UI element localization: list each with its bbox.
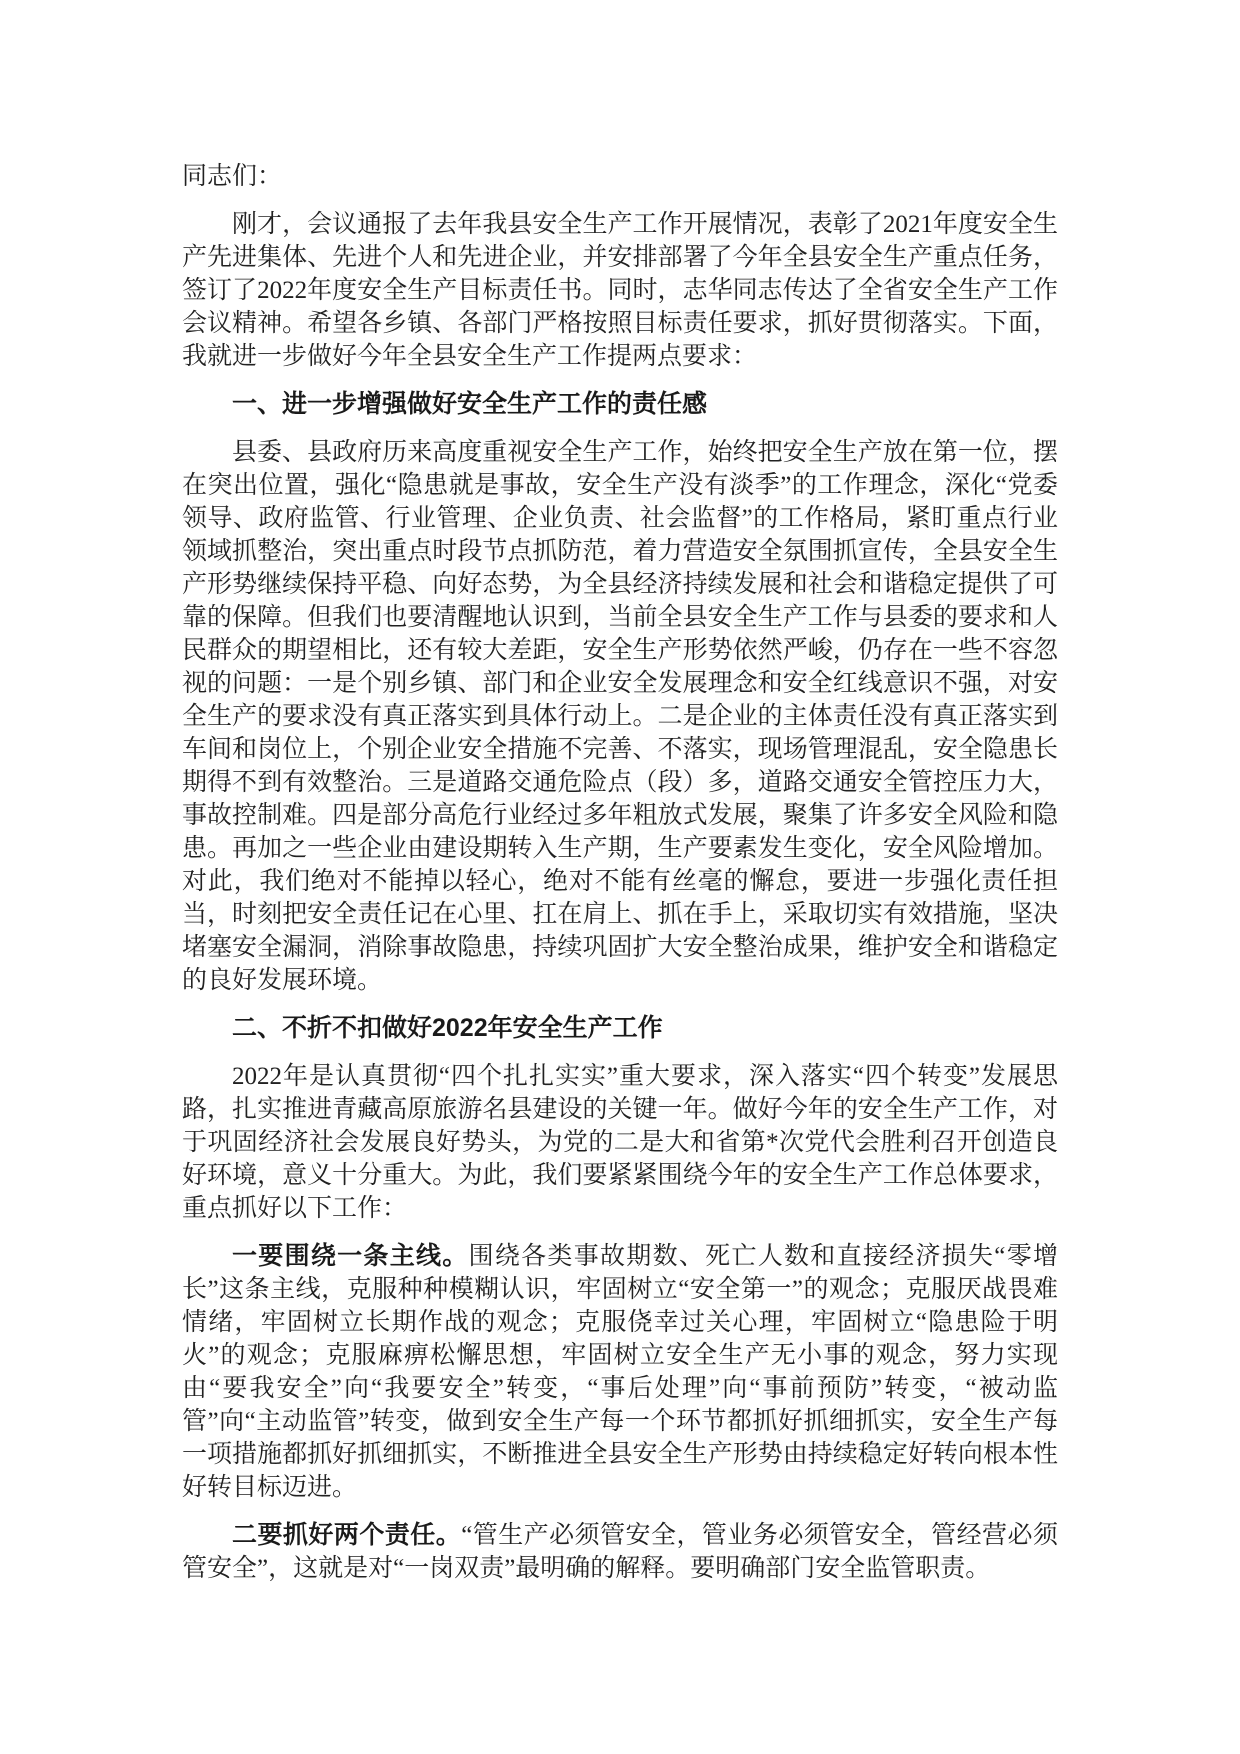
section-2-heading: 二、不折不扣做好2022年安全生产工作	[232, 1014, 663, 1042]
point-1-paragraph	[182, 1240, 1058, 1504]
point-1-body: 围绕各类事故期数、死亡人数和直接经济损失“零增长”这条主线，克服种种模糊认识，牢固树立“安全第一”的观念；克服厌战畏难情绪，牢固树立长期作战的观念；克服侥幸过关心理，牢固树立“隐患险于明火”的观念；克服麻痹松懈思想，牢固树立安全生产无小事的观念，努力实现由“要我安全”向“我要安全”转变，“事后处理”向“事前预防”转变，“被动监管”向“主动监管”转变，做到安全生产每一个环节都抓好抓细抓实，安全生产每一项措施都抓好抓细抓实，不断推进全县安全生产形势由持续稳定好转向根本性好转目标迈进。	[182, 1243, 1058, 1501]
point-2-paragraph	[182, 1519, 1058, 1585]
salutation: 同志们：	[182, 163, 283, 190]
intro-paragraph: 刚才，会议通报了去年我县安全生产工作开展情况，表彰了2021年度安全生产先进集体、先进个人和先进企业，并安排部署了今年全县安全生产重点任务，签订了2022年度安全生产目标责任书。同时，志华同志传达了全省安全生产工作会议精神。希望各乡镇、各部门严格按照目标责任要求，抓好贯彻落实。下面，我就进一步做好今年全县安全生产工作提两点要求：	[182, 211, 1058, 370]
point-1-lead: 一要围绕一条主线。	[232, 1242, 469, 1270]
point-2-body: “管生产必须管安全，管业务必须管安全，管经营必须管安全”，这就是对“一岗双责”最明确的解释。要明确部门安全监管职责。	[182, 1522, 1058, 1582]
section-1-heading: 一、进一步增强做好安全生产工作的责任感	[232, 390, 708, 418]
section-2-intro-paragraph: 2022年是认真贯彻“四个扎扎实实”重大要求，深入落实“四个转变”发展思路，扎实推进青藏高原旅游名县建设的关键一年。做好今年的安全生产工作，对于巩固经济社会发展良好势头，为党的二是大和省第*次党代会胜利召开创造良好环境，意义十分重大。为此，我们要紧紧围绕今年的安全生产工作总体要求，重点抓好以下工作：	[182, 1063, 1058, 1222]
section-1-body-paragraph: 县委、县政府历来高度重视安全生产工作，始终把安全生产放在第一位，摆在突出位置，强化“隐患就是事故，安全生产没有淡季”的工作理念，深化“党委领导、政府监管、行业管理、企业负责、社会监督”的工作格局，紧盯重点行业领域抓整治，突出重点时段节点抓防范，着力营造安全氛围抓宣传，全县安全生产形势继续保持平稳、向好态势，为全县经济持续发展和社会和谐稳定提供了可靠的保障。但我们也要清醒地认识到，当前全县安全生产工作与县委的要求和人民群众的期望相比，还有较大差距，安全生产形势依然严峻，仍存在一些不容忽视的问题：一是个别乡镇、部门和企业安全发展理念和安全红线意识不强，对安全生产的要求没有真正落实到具体行动上。二是企业的主体责任没有真正落实到车间和岗位上，个别企业安全措施不完善、不落实，现场管理混乱，安全隐患长期得不到有效整治。三是道路交通危险点（段）多，道路交通安全管控压力大，事故控制难。四是部分高危行业经过多年粗放式发展，聚集了许多安全风险和隐患。再加之一些企业由建设期转入生产期，生产要素发生变化，安全风险增加。对此，我们绝对不能掉以轻心，绝对不能有丝毫的懈怠，要进一步强化责任担当，时刻把安全责任记在心里、扛在肩上、抓在手上，采取切实有效措施，坚决堵塞安全漏洞，消除事故隐患，持续巩固扩大安全整治成果，维护安全和谐稳定的良好发展环境。	[182, 439, 1058, 994]
point-2-lead: 二要抓好两个责任。	[232, 1521, 462, 1549]
